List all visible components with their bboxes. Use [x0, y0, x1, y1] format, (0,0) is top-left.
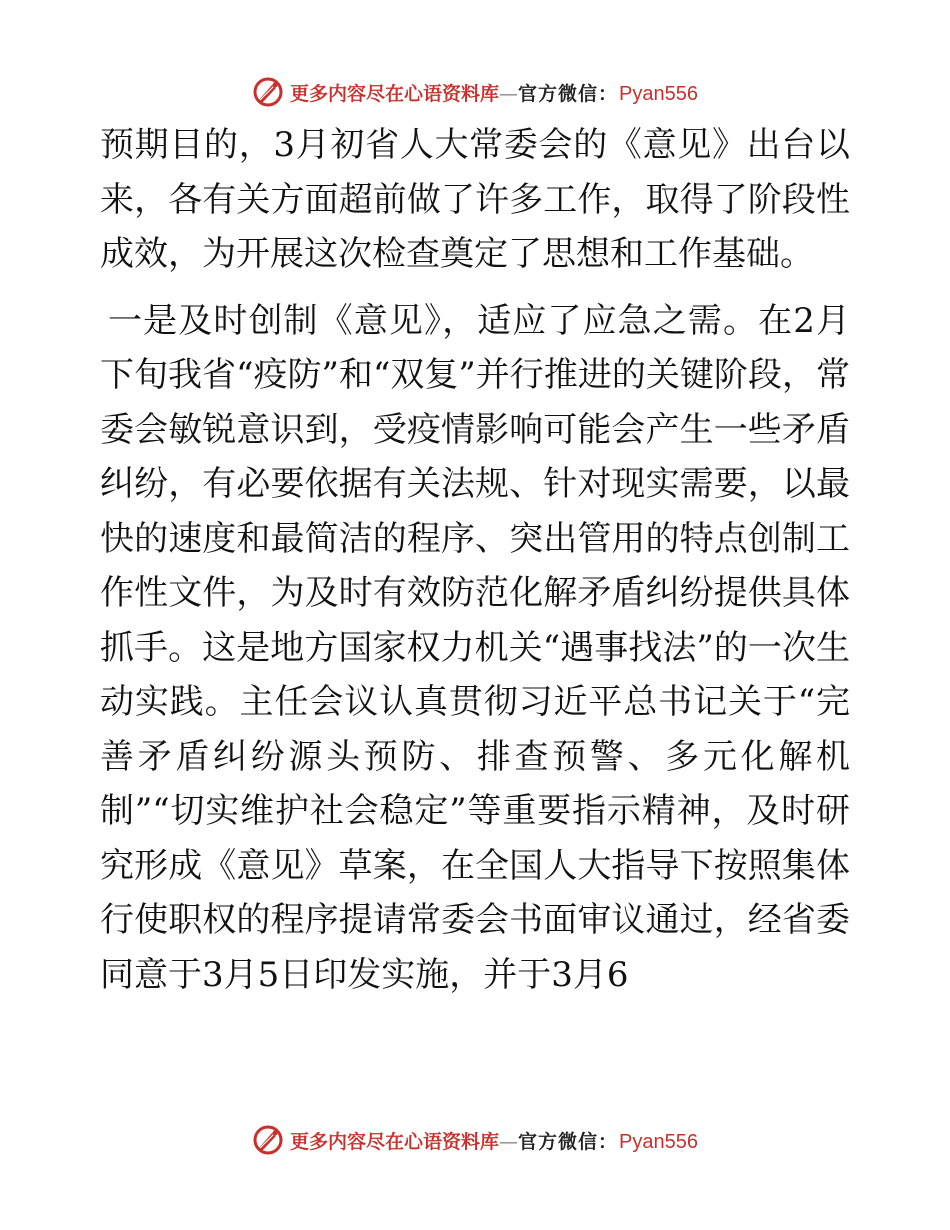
paragraph-1: 预期目的，3月初省人大常委会的《意见》出台以来，各有关方面超前做了许多工作，取得了阶段性成效，为开展这次检查奠定了思想和工作基础。: [100, 125, 850, 274]
footer-banner: [0, 1120, 950, 1160]
header-banner: [0, 72, 950, 112]
quill-logo-icon: [252, 76, 284, 108]
header-colon: ：: [598, 82, 618, 105]
header-separator: —: [499, 82, 518, 105]
header-official-label: 官方微信: [518, 82, 599, 105]
footer-colon: ：: [598, 1130, 618, 1153]
footer-brand: 更多内容尽在心语资料库: [289, 1130, 499, 1153]
document-body: [100, 118, 850, 1002]
footer-banner-text: [290, 1127, 698, 1154]
quill-logo-icon: [252, 1124, 284, 1156]
footer-separator: —: [499, 1130, 518, 1153]
footer-wechat-id: Pyan556: [619, 1130, 698, 1153]
header-brand: 更多内容尽在心语资料库: [289, 82, 499, 105]
header-banner-text: [290, 79, 698, 106]
footer-official-label: 官方微信: [518, 1130, 599, 1153]
paragraph-2: 一是及时创制《意见》，适应了应急之需。在2月下旬我省“疫防”和“双复”并行推进的关键阶段，常委会敏锐意识到，受疫情影响可能会产生一些矛盾纠纷，有必要依据有关法规、针对现实需要，以最快的速度和最简洁的程序、突出管用的特点创制工作性文件，为及时有效防范化解矛盾纠纷提供具体抓手。这是地方国家权力机关“遇事找法”的一次生动实践。主任会议认真贯彻习近平总书记关于“完善矛盾纠纷源头预防、排查预警、多元化解机制”“切实维护社会稳定”等重要指示精神，及时研究形成《意见》草案，在全国人大指导下按照集体行使职权的程序提请常委会书面审议通过，经省委同意于3月5日印发实施，并于3月6: [100, 300, 850, 995]
header-wechat-id: Pyan556: [619, 82, 698, 105]
